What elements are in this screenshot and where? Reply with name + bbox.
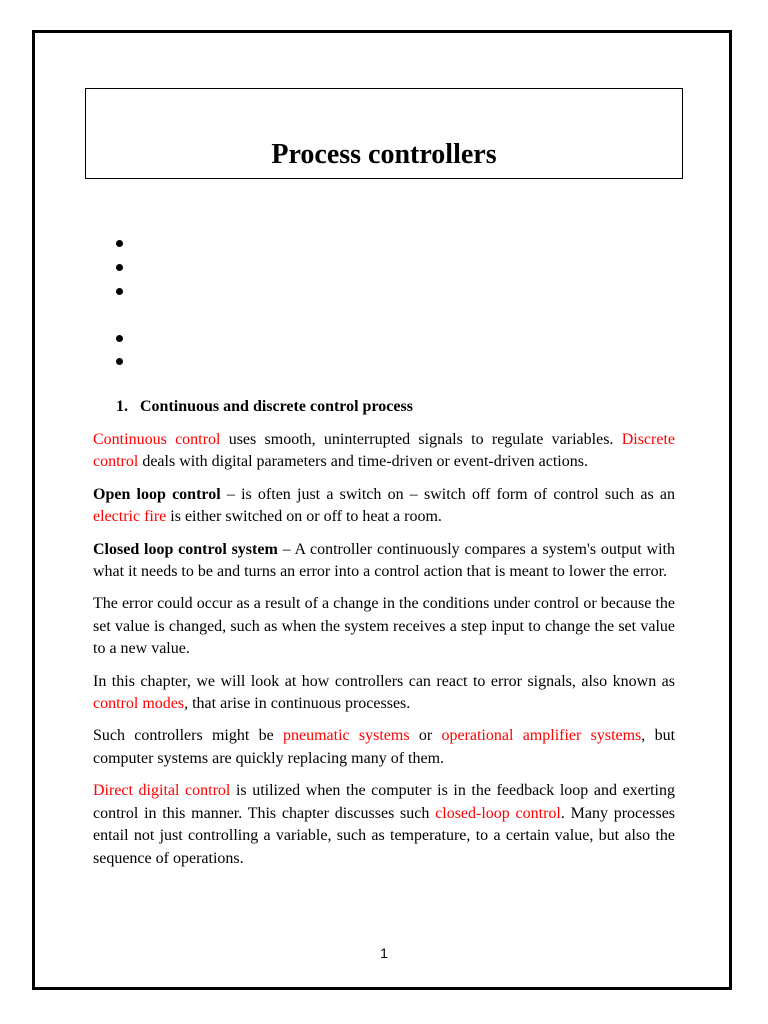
paragraph-direct-digital-control — [93, 780, 675, 870]
paragraph-text: is either switched on or off to heat a room. — [166, 508, 442, 526]
paragraph-error — [93, 593, 675, 660]
paragraph-closed-loop — [93, 539, 675, 584]
term-operational-amplifier-systems: operational amplifier systems — [441, 727, 642, 745]
paragraph-text: uses smooth, uninterrupted signals to regulate variables. — [220, 431, 622, 448]
term-open-loop-control: Open loop control — [93, 485, 221, 503]
paragraph-text: – A controller continuously compares a system's output with what it needs to be and turns an error into a control action that is meant to lower the error. — [93, 540, 675, 581]
paragraph-open-loop — [93, 484, 675, 529]
term-closed-loop-control-system: Closed loop control system — [93, 540, 278, 558]
bullet-point — [116, 335, 123, 342]
term-closed-loop-control: closed-loop control — [435, 804, 561, 822]
term-pneumatic-systems: pneumatic systems — [282, 727, 410, 745]
paragraph-text: . Many processes entail not just controlling a variable, such as temperature, to a certain value, but also the sequence of operations. — [93, 804, 676, 867]
main-content — [93, 396, 675, 880]
page-number: 1 — [380, 945, 388, 961]
paragraph-text: In this chapter, we will look at how controllers can react to error signals, also known as — [93, 672, 675, 690]
paragraph-text: deals with digital parameters and time-driven or event-driven actions. — [138, 453, 588, 471]
section-heading-text: Continuous and discrete control process — [140, 398, 413, 415]
term-electric-fire: electric fire — [93, 508, 167, 526]
title-box — [85, 88, 683, 179]
paragraph-text: – is often just a switch on – switch off form of control such as an — [220, 485, 675, 503]
paragraph-continuous-control — [93, 429, 675, 474]
bullet-point — [116, 358, 123, 365]
paragraph-text: or — [409, 727, 442, 745]
paragraph-text: Such controllers might be — [93, 727, 283, 745]
term-discrete-control: Discrete control — [93, 431, 676, 471]
bullet-point — [116, 240, 123, 247]
paragraph-text: , that arise in continuous processes. — [184, 695, 411, 713]
term-continuous-control: Continuous control — [93, 431, 221, 448]
bullet-point — [116, 264, 123, 271]
term-direct-digital-control: Direct digital control — [93, 782, 231, 800]
section-heading — [93, 396, 675, 418]
page-title: Process controllers — [271, 139, 497, 170]
paragraph-control-modes — [93, 671, 675, 716]
paragraph-text: The error could occur as a result of a change in the conditions under control or because the set value is changed, such as when the system receives a step input to change the set value to a new value. — [93, 595, 675, 658]
paragraph-controllers — [93, 725, 675, 770]
bullet-point — [116, 288, 123, 295]
paragraph-text: , but computer systems are quickly replacing many of them. — [93, 727, 676, 767]
paragraph-text: is utilized when the computer is in the feedback loop and exerting control in this manner. This chapter discusses such — [93, 782, 675, 822]
section-number: 1. — [116, 398, 128, 415]
term-control-modes: control modes — [93, 695, 185, 713]
